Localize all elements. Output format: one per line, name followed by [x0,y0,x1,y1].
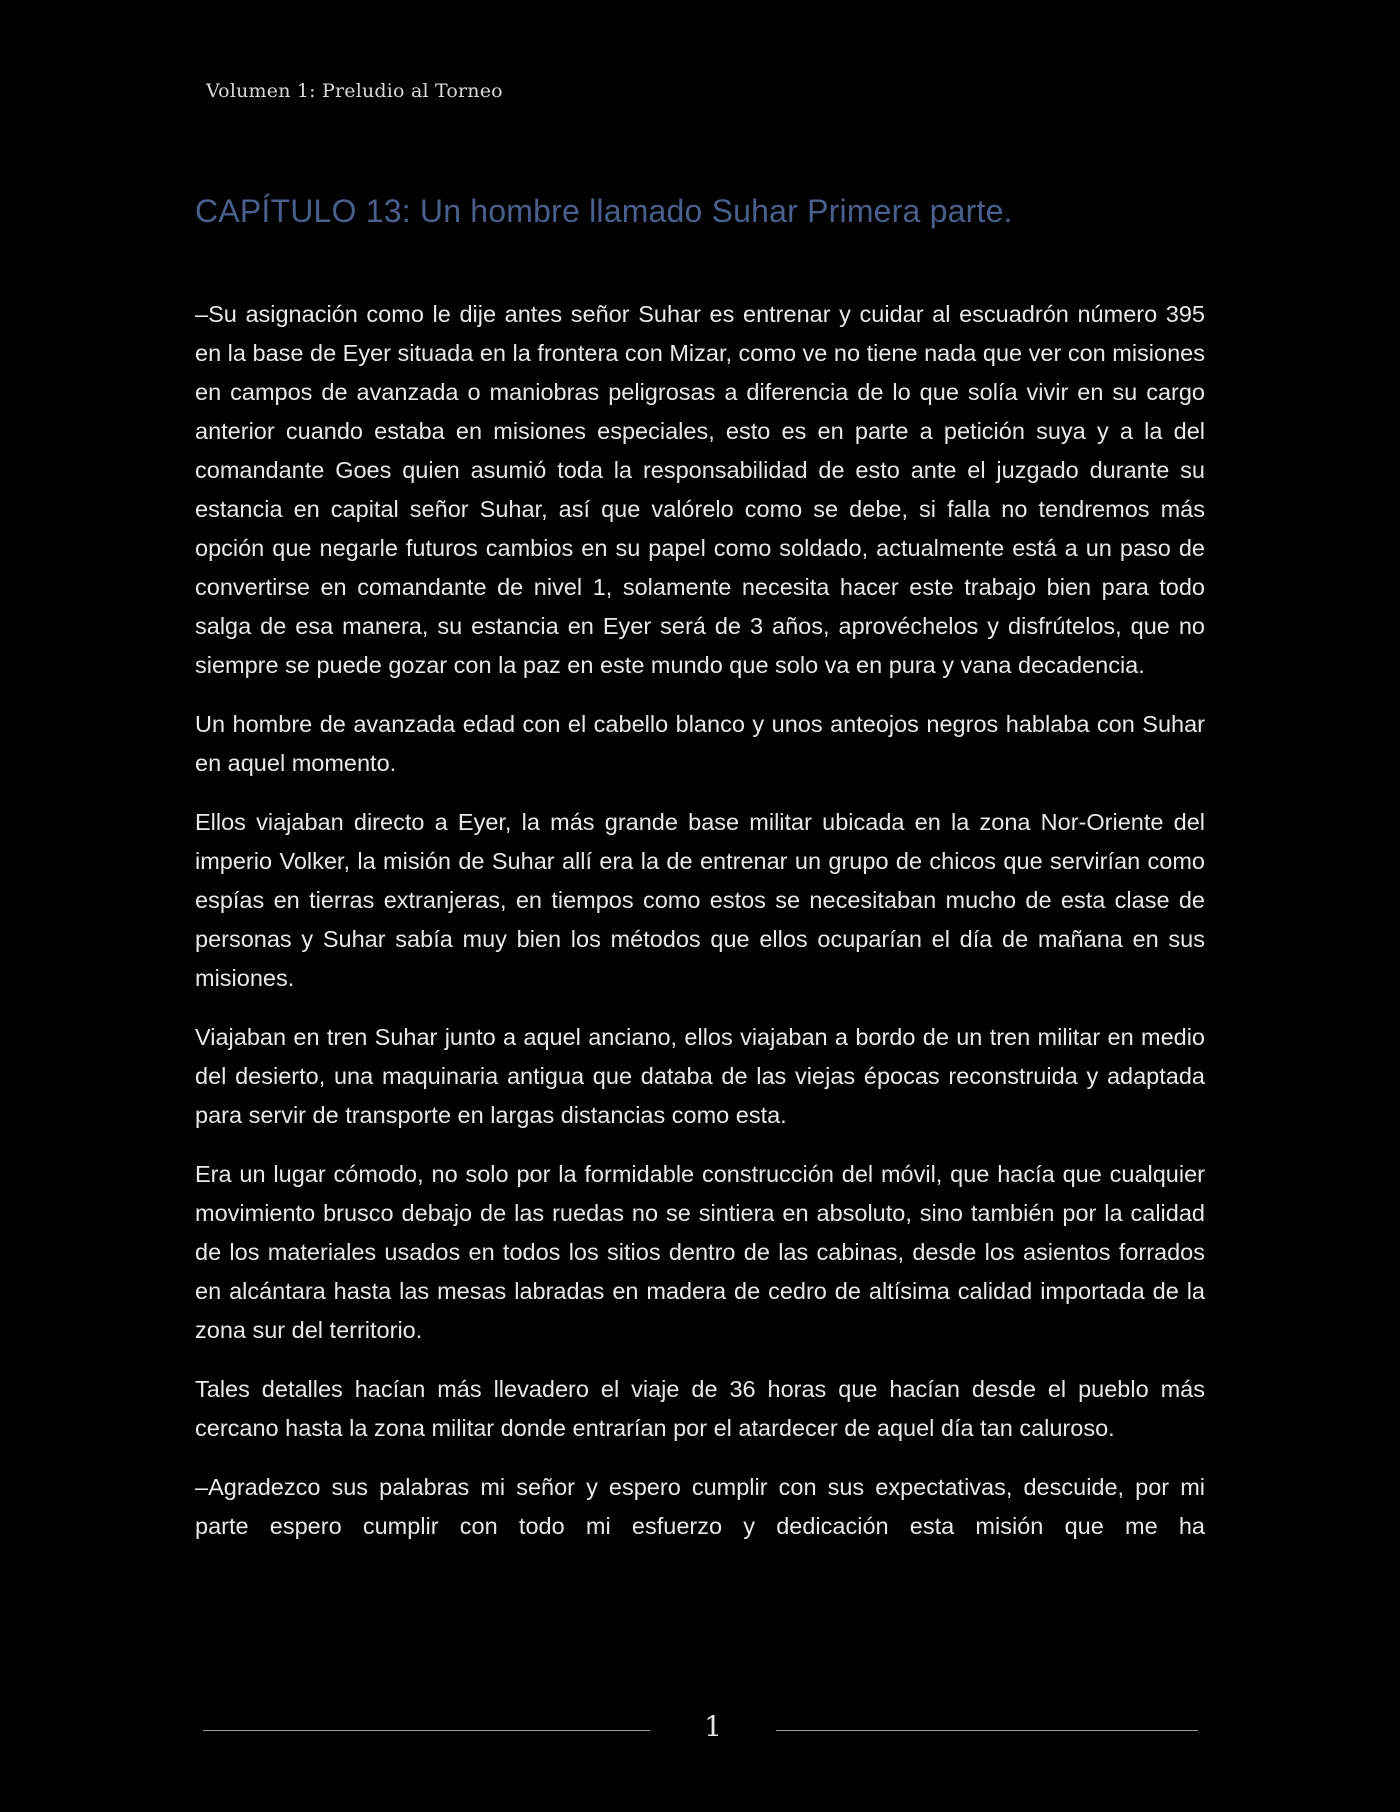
chapter-title: CAPÍTULO 13: Un hombre llamado Suhar Primera parte. [195,193,1013,229]
footer-rule-left [203,1730,650,1731]
paragraph-1: –Su asignación como le dije antes señor Suhar es entrenar y cuidar al escuadrón número 395 en la base de Eyer situada en la frontera con Mizar, como ve no tiene nada que ver con misiones en campos de avanzada o maniobras peligrosas a diferencia de lo que solía vivir en su cargo anterior cuando estaba en misiones especiales, esto es en parte a petición suya y a la del comandante Goes quien asumió toda la responsabilidad de esto ante el juzgado durante su estancia en capital señor Suhar, así que valórelo como se debe, si falla no tendremos más opción que negarle futuros cambios en su papel como soldado, actualmente está a un paso de convertirse en comandante de nivel 1, solamente necesita hacer este trabajo bien para todo salga de esa manera, su estancia en Eyer será de 3 años, aprovéchelos y disfrútelos, que no siempre se puede gozar con la paz en este mundo que solo va en pura y vana decadencia. [195,301,1205,678]
running-header: Volumen 1: Preludio al Torneo [206,80,503,102]
paragraph-4: Viajaban en tren Suhar junto a aquel anciano, ellos viajaban a bordo de un tren militar en medio del desierto, una maquinaria antigua que databa de las viejas épocas reconstruida y adaptada para servir de transporte en largas distancias como esta. [195,1024,1205,1128]
paragraph-3: Ellos viajaban directo a Eyer, la más grande base militar ubicada en la zona Nor-Oriente del imperio Volker, la misión de Suhar allí era la de entrenar un grupo de chicos que servirían como espías en tierras extranjeras, en tiempos como estos se necesitaban mucho de esta clase de personas y Suhar sabía muy bien los métodos que ellos ocuparían el día de mañana en sus misiones. [195,809,1205,991]
paragraph-7: –Agradezco sus palabras mi señor y espero cumplir con sus expectativas, descuide, por mi parte espero cumplir con todo mi esfuerzo y dedicación esta misión que me ha [195,1474,1205,1539]
footer-rule-right [776,1730,1198,1731]
paragraph-2: Un hombre de avanzada edad con el cabello blanco y unos anteojos negros hablaba con Suhar en aquel momento. [195,711,1205,776]
body-text [195,295,1205,1566]
page-footer [203,1710,1198,1750]
paragraph-6: Tales detalles hacían más llevadero el viaje de 36 horas que hacían desde el pueblo más cercano hasta la zona militar donde entrarían por el atardecer de aquel día tan caluroso. [195,1376,1205,1441]
page-number: 1 [704,1710,722,1743]
paragraph-5: Era un lugar cómodo, no solo por la formidable construcción del móvil, que hacía que cualquier movimiento brusco debajo de las ruedas no se sintiera en absoluto, sino también por la calidad de los materiales usados en todos los sitios dentro de las cabinas, desde los asientos forrados en alcántara hasta las mesas labradas en madera de cedro de altísima calidad importada de la zona sur del territorio. [195,1161,1205,1343]
